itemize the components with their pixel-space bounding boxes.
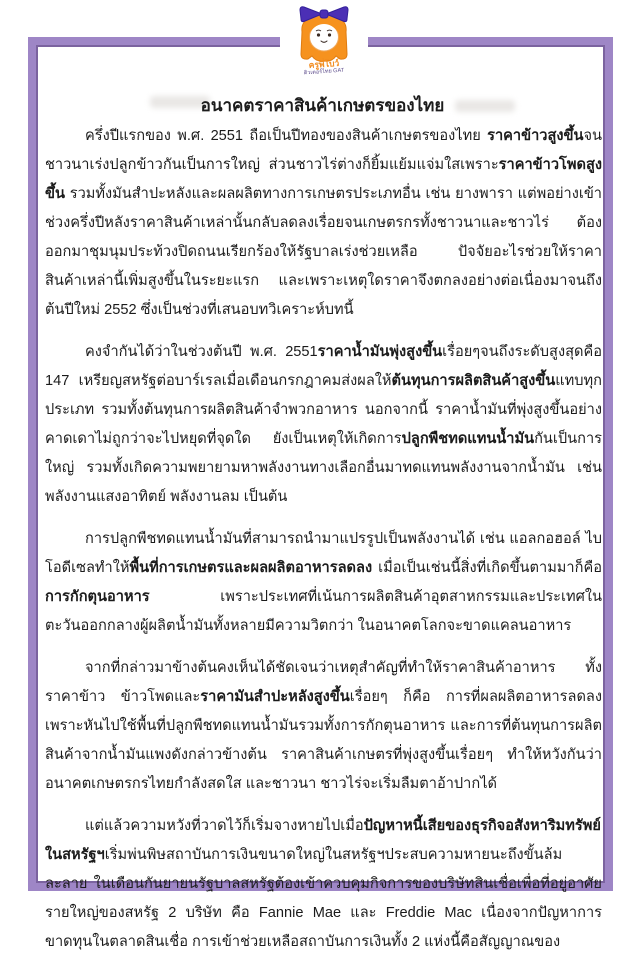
body-text: กันเป็นการใหญ่ รวมทั้งเกิดความพยายามหาพลังงานทางเลือกอื่นมาทดแทนพลังงานจากน้ำมัน เช่น พลังงานแสงอาทิตย์ พลังงานลม เป็นต้น [45, 431, 602, 505]
logo-name-text: ครูพี่โบว์ [308, 57, 340, 71]
body-text: คงจำกันได้ว่าในช่วงต้นปี พ.ศ. 2551 [85, 344, 318, 360]
logo-subtitle-text: ติวเตอร์ไทย GAT [303, 67, 345, 77]
body-text: จากที่กล่าวมาข้างต้นคงเห็นได้ชัดเจนว่าเหตุสำคัญที่ทำให้ราคาสินค้าอาหาร ทั้งราคาข้าว ข้าวโพดและ [45, 660, 602, 705]
paragraph [45, 654, 602, 799]
bold-text: ต้นทุนการผลิตสินค้าสูงขึ้น [391, 373, 556, 389]
body-text: จนชาวนาเร่งปลูกข้าวกันเป็นการใหญ่ ส่วนชาวไร่ต่างก็ยิ้มแย้มแจ่มใสเพราะ [45, 128, 602, 173]
kru-pee-bow-logo [277, 6, 371, 92]
paragraph [45, 812, 602, 957]
body-text: เริ่มพ่นพิษสถาบันการเงินขนาดใหญ่ในสหรัฐฯประสบความหายนะถึงขั้นล้มละลาย ในเดือนกันยายนรัฐบาลสหรัฐต้องเข้าควบคุมกิจการของบริษัทสินเชื่อเพื่อที่อยู่อาศัยรายใหญ่ของสหรัฐ 2 บริษัท คือ Fannie Mae และ Freddie Mac เนื่องจากปัญหาการขาดทุนในตลาดสินเชื่อ การเข้าช่วยเหลือสถาบันการเงินทั้ง 2 แห่งนี้คือสัญญาณของ [45, 847, 602, 950]
paragraph [45, 525, 602, 641]
bold-text: ปัญหาหนี้เสียของธุรกิจอสังหาริมทรัพย์ในสหรัฐฯ [45, 818, 601, 863]
girl-with-bow-icon [288, 6, 360, 64]
body-text: แต่แล้วความหวังที่วาดไว้ก็เริ่มจางหายไปเมื่อ [85, 818, 364, 834]
body-text: เรื่อยๆ ก็คือ การที่ผลผลิตอาหารลดลงเพราะหันไปใช้พื้นที่ปลูกพืชทดแทนน้ำมันรวมทั้งการกักตุนอาหาร และการที่ต้นทุนการผลิตสินค้าจากน้ำมันแพงดังกล่าวข้างต้น ราคาสินค้าเกษตรที่พุ่งสูงขึ้นเรื่อยๆ ทำให้หวังกันว่าอนาคตเกษตรกรไทยกำลังสดใส และชาวนา ชาวไร่จะเริ่มลืมตาอ้าปากได้ [45, 689, 602, 792]
bold-text: ราคาน้ำมันพุ่งสูงขึ้น [317, 344, 443, 360]
body-text: แทบทุกประเภท รวมทั้งต้นทุนการผลิตสินค้าจำพวกอาหาร นอกจากนี้ ราคาน้ำมันที่พุ่งสูงขึ้นอย่างคาดเดาไม่ถูกว่าจะไปหยุดที่จุดใด ยังเป็นเหตุให้เกิดการ [45, 373, 602, 447]
bold-text: ราคามันสำปะหลังสูงขึ้น [200, 689, 350, 705]
bold-text: การกักตุนอาหาร [45, 589, 150, 605]
paragraph [45, 338, 602, 512]
body-text: เมื่อเป็นเช่นนี้สิ่งที่เกิดขึ้นตามมาก็คือ [372, 560, 602, 576]
body-text: เรื่อยๆจนถึงระดับสูงสุดคือ 147 เหรียญสหรัฐต่อบาร์เรลเมื่อเดือนกรกฎาคมส่งผลให้ [45, 344, 602, 389]
page-title: อนาคตราคาสินค้าเกษตรของไทย [200, 96, 445, 115]
document-body [45, 122, 602, 970]
bold-text: ราคาข้าวโพดสูงขึ้น [45, 157, 602, 202]
bold-text: ปลูกพืชทดแทนน้ำมัน [401, 431, 535, 447]
body-text: การปลูกพืชทดแทนน้ำมันที่สามารถนำมาแปรรูปเป็นพลังงานได้ เช่น แอลกอฮอล์ ไบโอดีเซลทำให้ [45, 531, 602, 576]
body-text: ครึ่งปีแรกของ พ.ศ. 2551 ถือเป็นปีทองของสินค้าเกษตรของไทย [85, 128, 488, 144]
bold-text: พื้นที่การเกษตรและผลผลิตอาหารลดลง [129, 560, 373, 576]
body-text: เพราะประเทศที่เน้นการผลิตสินค้าอุตสาหกรรมและประเทศในตะวันออกกลางผู้ผลิตน้ำมันทั้งหลายมีความวิตกว่า ในอนาคตโลกจะขาดแคลนอาหาร [45, 589, 602, 634]
bold-text: ราคาข้าวสูงขึ้น [487, 128, 584, 144]
paragraph [45, 122, 602, 325]
body-text: รวมทั้งมันสำปะหลังและผลผลิตทางการเกษตรประเภทอื่น เช่น ยางพารา แต่พอย่างเข้าช่วงครึ่งปีหลังราคาสินค้าเหล่านั้นกลับลดลงเรื่อยจนเกษตรกรทั้งชาวนาและชาวไร่ ต้องออกมาชุมนุมประท้วงปิดถนนเรียกร้องให้รัฐบาลเร่งช่วยเหลือ ปัจจัยอะไรช่วยให้ราคาสินค้าเหล่านี้เพิ่มสูงขึ้นในระยะแรก และเพราะเหตุใดราคาจึงตกลงอย่างต่อเนื่องมาจนถึงต้นปีใหม่ 2552 ซึ่งเป็นช่วงที่เสนอบทวิเคราะห์บทนี้ [45, 186, 602, 318]
